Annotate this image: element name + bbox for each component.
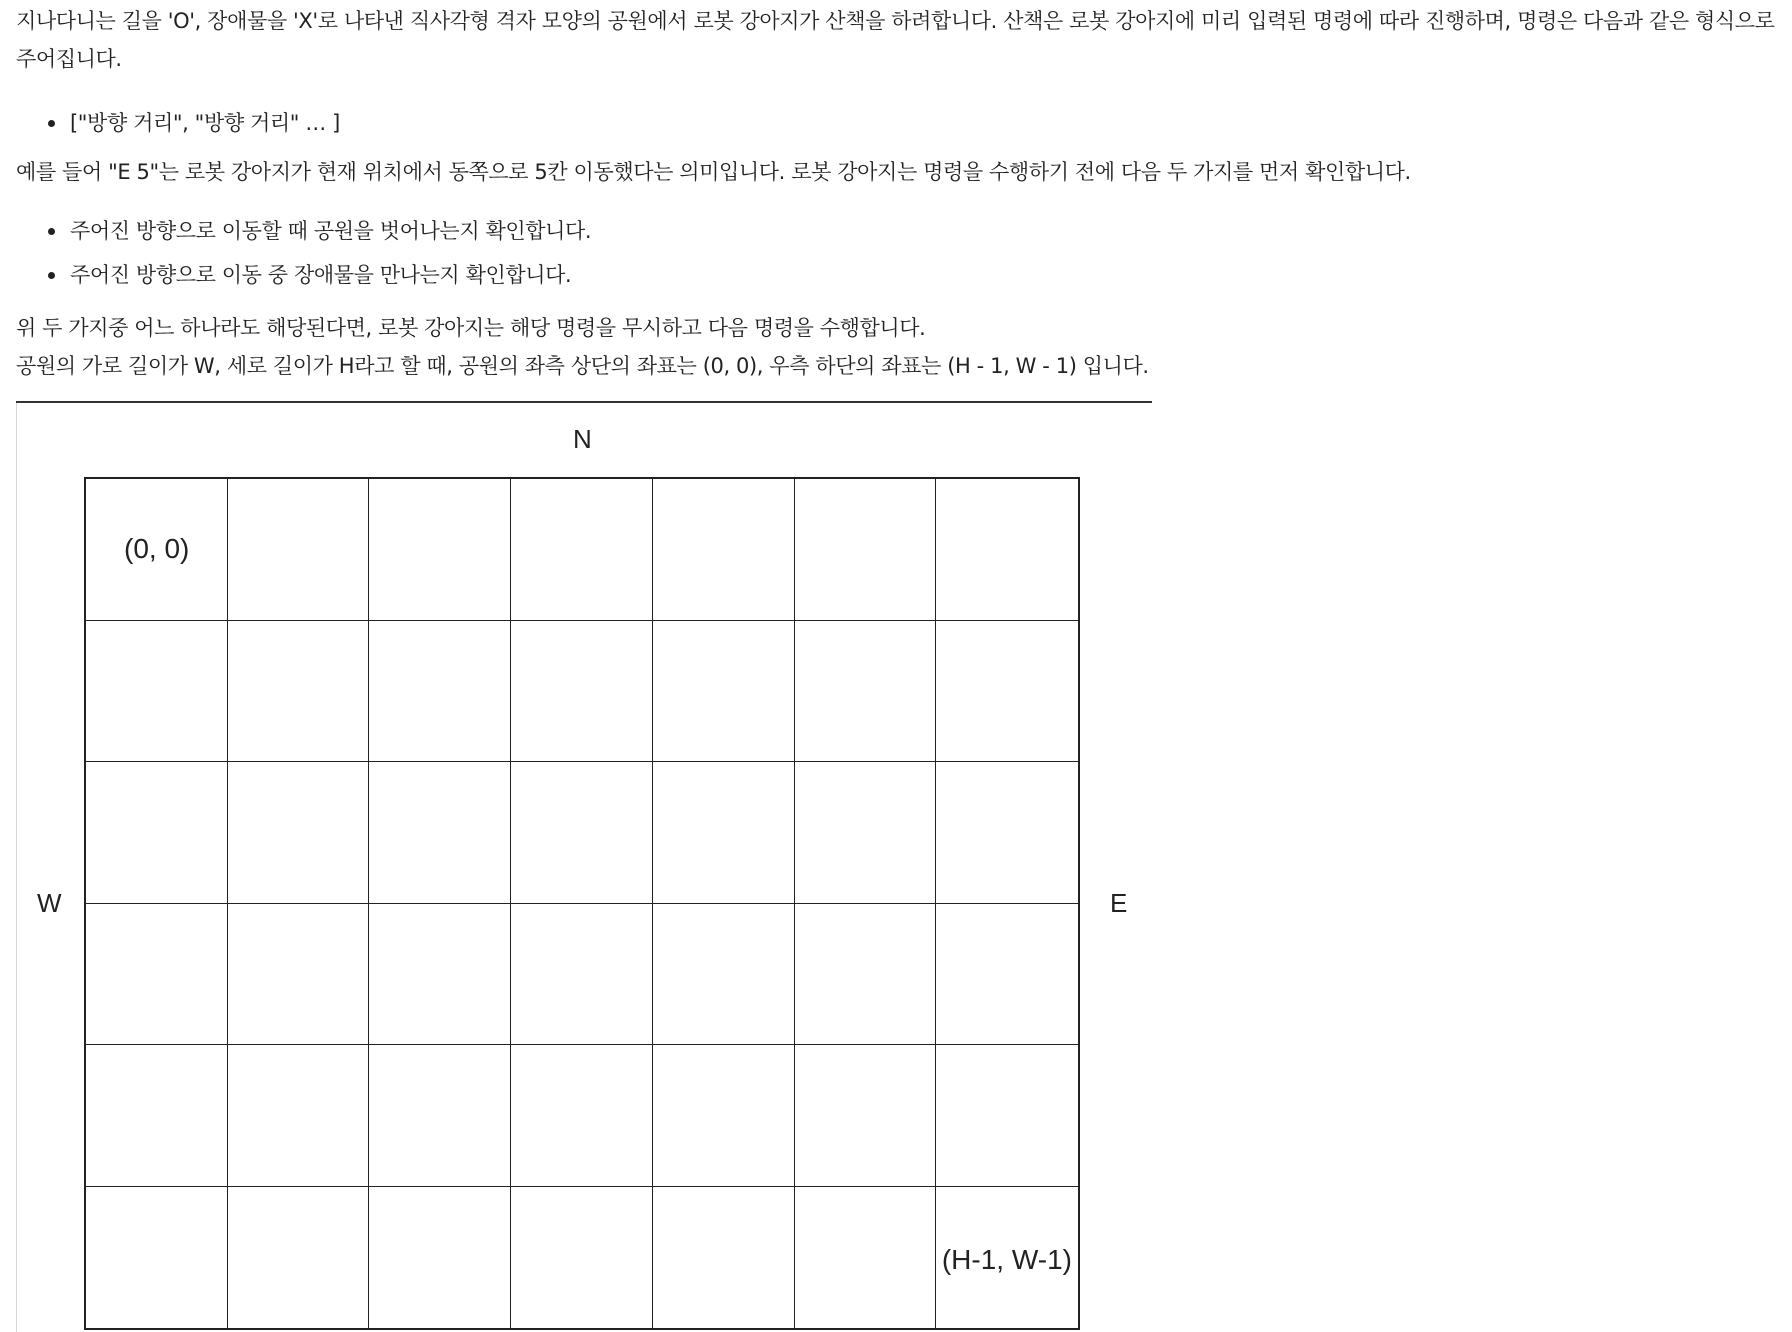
grid-cell [369,621,511,763]
ignore-rule-paragraph: 위 두 가지중 어느 하나라도 해당된다면, 로봇 강아지는 해당 명령을 무시하고 다음 명령을 수행합니다. [16,316,926,340]
grid-cell [795,904,937,1046]
grid-cell [653,479,795,621]
grid-cell [936,904,1078,1046]
grid-cell [653,621,795,763]
check-text: 주어진 방향으로 이동 중 장애물을 만나는지 확인합니다. [70,263,572,287]
checks-list [16,209,591,297]
compass-east-label: E [1110,888,1128,918]
check-text: 주어진 방향으로 이동할 때 공원을 벗어나는지 확인합니다. [70,219,592,243]
grid-cell [795,1045,937,1187]
grid-cell [936,1187,1078,1329]
intro-paragraph: 지나다니는 길을 'O', 장애물을 'X'로 나타낸 직사각형 격자 모양의 공원에서 로봇 강아지가 산책을 하려합니다. 산책은 로봇 강아지에 미리 입력된 명령에 따라 진행하며, 명령은 다음과 같은 형식으로 주어집니다. [16,9,1775,71]
grid-cell [795,479,937,621]
grid-cell [86,621,228,763]
park-grid [84,477,1080,1330]
grid-cell [653,1045,795,1187]
compass-west-label: W [37,888,62,918]
format-list [16,101,340,145]
grid-cell [86,479,228,621]
grid-cell [511,904,653,1046]
grid-cell [86,904,228,1046]
bottom-right-coordinate-label: (H-1, W-1) [941,1244,1072,1275]
grid-cell [369,479,511,621]
grid-cell [86,762,228,904]
grid-cell [511,1045,653,1187]
grid-cell [511,762,653,904]
grid-cell [228,479,370,621]
grid-cell [228,1045,370,1187]
compass-north-label: N [573,424,592,454]
grid-cell [228,1187,370,1329]
grid-cell [653,1187,795,1329]
bullet-icon [48,272,55,279]
grid-cell [936,479,1078,621]
grid-cell [795,762,937,904]
grid-cell [511,621,653,763]
grid-cell [795,621,937,763]
bullet-icon [48,120,55,127]
grid-cell [369,762,511,904]
grid-cell [936,762,1078,904]
coordinates-paragraph: 공원의 가로 길이가 W, 세로 길이가 H라고 할 때, 공원의 좌측 상단의 좌표는 (0, 0), 우측 하단의 좌표는 (H - 1, W - 1) 입니다. [16,354,1149,378]
grid-cell [228,762,370,904]
grid-cell [936,1045,1078,1187]
grid-cell [86,1187,228,1329]
grid-cell [936,621,1078,763]
command-format: ["방향 거리", "방향 거리" … ] [70,111,340,135]
check-item [16,253,591,297]
grid-cell [511,1187,653,1329]
grid-cell [228,904,370,1046]
bullet-icon [48,228,55,235]
grid-cell [86,1045,228,1187]
grid-cell [228,621,370,763]
grid-cell [653,762,795,904]
top-left-coordinate-label: (0, 0) [124,533,190,564]
grid-cell [653,904,795,1046]
grid-cell [369,1045,511,1187]
grid-cell [795,1187,937,1329]
grid-cell [511,479,653,621]
grid-cell [369,904,511,1046]
format-list-item [16,101,340,145]
grid-cell [369,1187,511,1329]
check-item [16,209,591,253]
example-paragraph: 예를 들어 "E 5"는 로봇 강아지가 현재 위치에서 동쪽으로 5칸 이동했다는 의미입니다. 로봇 강아지는 명령을 수행하기 전에 다음 두 가지를 먼저 확인합니다. [16,160,1411,184]
